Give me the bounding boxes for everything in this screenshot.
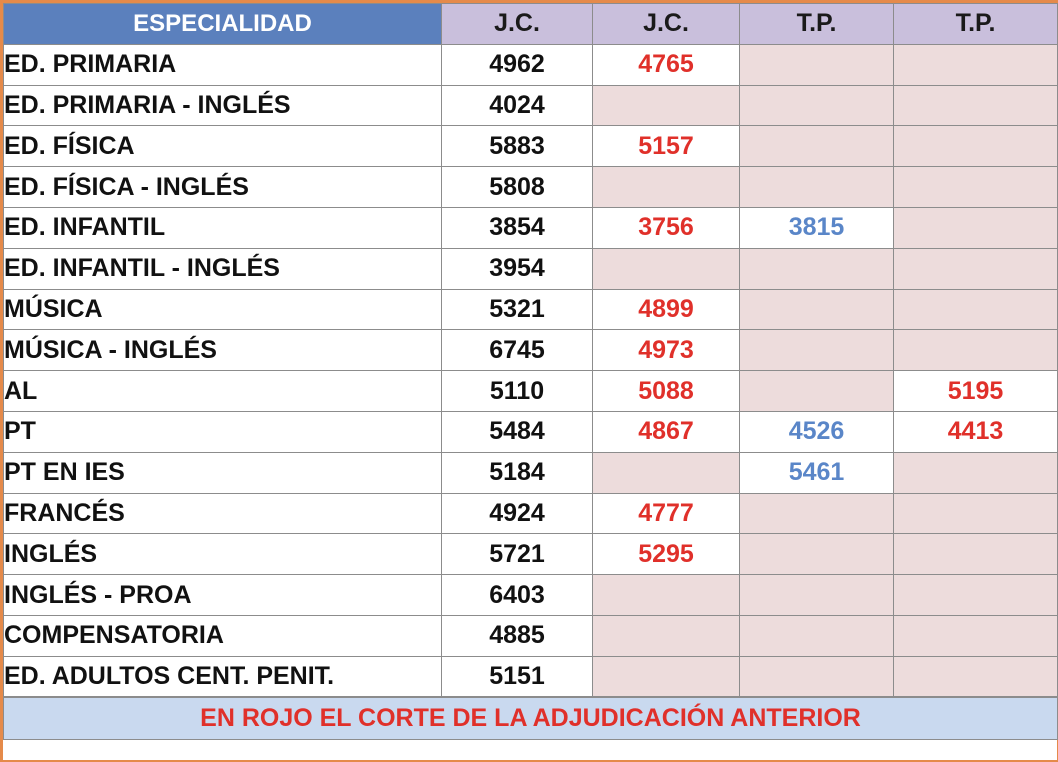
cell-tp-2[interactable] <box>894 248 1058 289</box>
cell-tp-1[interactable] <box>740 656 894 697</box>
table-row <box>4 207 1058 248</box>
cell-especialidad[interactable]: ED. INFANTIL - INGLÉS <box>4 248 442 289</box>
cutoff-table <box>3 3 1058 740</box>
cell-tp-1[interactable] <box>740 126 894 167</box>
table-row <box>4 656 1058 697</box>
cell-jc-2[interactable] <box>593 452 740 493</box>
cell-especialidad[interactable]: ED. PRIMARIA <box>4 44 442 85</box>
cell-jc-2[interactable]: 4777 <box>593 493 740 534</box>
cell-tp-1[interactable]: 4526 <box>740 411 894 452</box>
cell-jc-1[interactable]: 5808 <box>442 167 593 208</box>
cell-jc-2[interactable] <box>593 85 740 126</box>
cell-jc-1[interactable]: 4024 <box>442 85 593 126</box>
cell-tp-1[interactable] <box>740 289 894 330</box>
cell-jc-1[interactable]: 5151 <box>442 656 593 697</box>
header-jc-1[interactable]: J.C. <box>442 4 593 45</box>
cell-tp-2[interactable] <box>894 167 1058 208</box>
cell-especialidad[interactable]: MÚSICA <box>4 289 442 330</box>
cell-tp-2[interactable] <box>894 452 1058 493</box>
cell-tp-1[interactable] <box>740 44 894 85</box>
cell-especialidad[interactable]: ED. PRIMARIA - INGLÉS <box>4 85 442 126</box>
cell-tp-2[interactable] <box>894 534 1058 575</box>
cell-jc-1[interactable]: 4962 <box>442 44 593 85</box>
cell-tp-2[interactable] <box>894 207 1058 248</box>
cell-jc-1[interactable]: 6745 <box>442 330 593 371</box>
cell-tp-1[interactable] <box>740 615 894 656</box>
table-row <box>4 248 1058 289</box>
cell-jc-1[interactable]: 4885 <box>442 615 593 656</box>
cell-tp-2[interactable] <box>894 85 1058 126</box>
cell-jc-1[interactable]: 4924 <box>442 493 593 534</box>
cell-especialidad[interactable]: INGLÉS - PROA <box>4 575 442 616</box>
cell-especialidad[interactable]: INGLÉS <box>4 534 442 575</box>
cell-jc-2[interactable]: 4765 <box>593 44 740 85</box>
cell-especialidad[interactable]: ED. ADULTOS CENT. PENIT. <box>4 656 442 697</box>
footer-note[interactable]: EN ROJO EL CORTE DE LA ADJUDICACIÓN ANTERIOR <box>4 697 1058 739</box>
table-row <box>4 289 1058 330</box>
footer-row <box>4 697 1058 739</box>
cell-jc-1[interactable]: 6403 <box>442 575 593 616</box>
cell-tp-1[interactable]: 5461 <box>740 452 894 493</box>
cell-tp-1[interactable] <box>740 575 894 616</box>
table-row <box>4 411 1058 452</box>
cell-tp-1[interactable] <box>740 371 894 412</box>
cell-tp-2[interactable] <box>894 615 1058 656</box>
cell-tp-2[interactable] <box>894 126 1058 167</box>
cell-jc-2[interactable]: 4867 <box>593 411 740 452</box>
cell-tp-2[interactable] <box>894 330 1058 371</box>
table-row <box>4 126 1058 167</box>
cell-especialidad[interactable]: PT EN IES <box>4 452 442 493</box>
cell-tp-1[interactable] <box>740 534 894 575</box>
header-especialidad[interactable]: ESPECIALIDAD <box>4 4 442 45</box>
cell-especialidad[interactable]: AL <box>4 371 442 412</box>
cell-especialidad[interactable]: FRANCÉS <box>4 493 442 534</box>
cell-jc-2[interactable]: 5157 <box>593 126 740 167</box>
cell-jc-1[interactable]: 5721 <box>442 534 593 575</box>
cell-jc-2[interactable] <box>593 575 740 616</box>
cell-jc-1[interactable]: 5484 <box>442 411 593 452</box>
table-row <box>4 85 1058 126</box>
table-row <box>4 371 1058 412</box>
cell-especialidad[interactable]: MÚSICA - INGLÉS <box>4 330 442 371</box>
cell-jc-1[interactable]: 3954 <box>442 248 593 289</box>
cell-jc-2[interactable] <box>593 615 740 656</box>
cell-tp-1[interactable] <box>740 493 894 534</box>
header-row <box>4 4 1058 45</box>
table-row <box>4 493 1058 534</box>
header-tp-2[interactable]: T.P. <box>894 4 1058 45</box>
cell-especialidad[interactable]: PT <box>4 411 442 452</box>
header-tp-1[interactable]: T.P. <box>740 4 894 45</box>
cell-especialidad[interactable]: ED. FÍSICA - INGLÉS <box>4 167 442 208</box>
cell-jc-2[interactable]: 5295 <box>593 534 740 575</box>
table-row <box>4 452 1058 493</box>
cell-jc-2[interactable]: 5088 <box>593 371 740 412</box>
cell-tp-1[interactable] <box>740 248 894 289</box>
cell-especialidad[interactable]: COMPENSATORIA <box>4 615 442 656</box>
cell-jc-2[interactable]: 4973 <box>593 330 740 371</box>
cell-jc-1[interactable]: 5321 <box>442 289 593 330</box>
table-row <box>4 44 1058 85</box>
cell-jc-2[interactable]: 3756 <box>593 207 740 248</box>
cell-jc-2[interactable]: 4899 <box>593 289 740 330</box>
cell-jc-2[interactable] <box>593 167 740 208</box>
table-row <box>4 330 1058 371</box>
table-row <box>4 615 1058 656</box>
cell-especialidad[interactable]: ED. INFANTIL <box>4 207 442 248</box>
cell-tp-2[interactable]: 4413 <box>894 411 1058 452</box>
cell-tp-2[interactable] <box>894 44 1058 85</box>
cell-tp-1[interactable]: 3815 <box>740 207 894 248</box>
cell-tp-2[interactable] <box>894 289 1058 330</box>
table-row <box>4 575 1058 616</box>
cell-jc-2[interactable] <box>593 656 740 697</box>
cell-tp-1[interactable] <box>740 85 894 126</box>
table-row <box>4 167 1058 208</box>
cell-tp-2[interactable] <box>894 493 1058 534</box>
cell-tp-2[interactable] <box>894 656 1058 697</box>
cell-jc-1[interactable]: 5184 <box>442 452 593 493</box>
cell-tp-2[interactable] <box>894 575 1058 616</box>
cell-jc-1[interactable]: 5110 <box>442 371 593 412</box>
cell-especialidad[interactable]: ED. FÍSICA <box>4 126 442 167</box>
cell-tp-1[interactable] <box>740 167 894 208</box>
header-jc-2[interactable]: J.C. <box>593 4 740 45</box>
cell-jc-1[interactable]: 5883 <box>442 126 593 167</box>
cell-jc-2[interactable] <box>593 248 740 289</box>
cell-jc-1[interactable]: 3854 <box>442 207 593 248</box>
cell-tp-2[interactable]: 5195 <box>894 371 1058 412</box>
table-row <box>4 534 1058 575</box>
cell-tp-1[interactable] <box>740 330 894 371</box>
